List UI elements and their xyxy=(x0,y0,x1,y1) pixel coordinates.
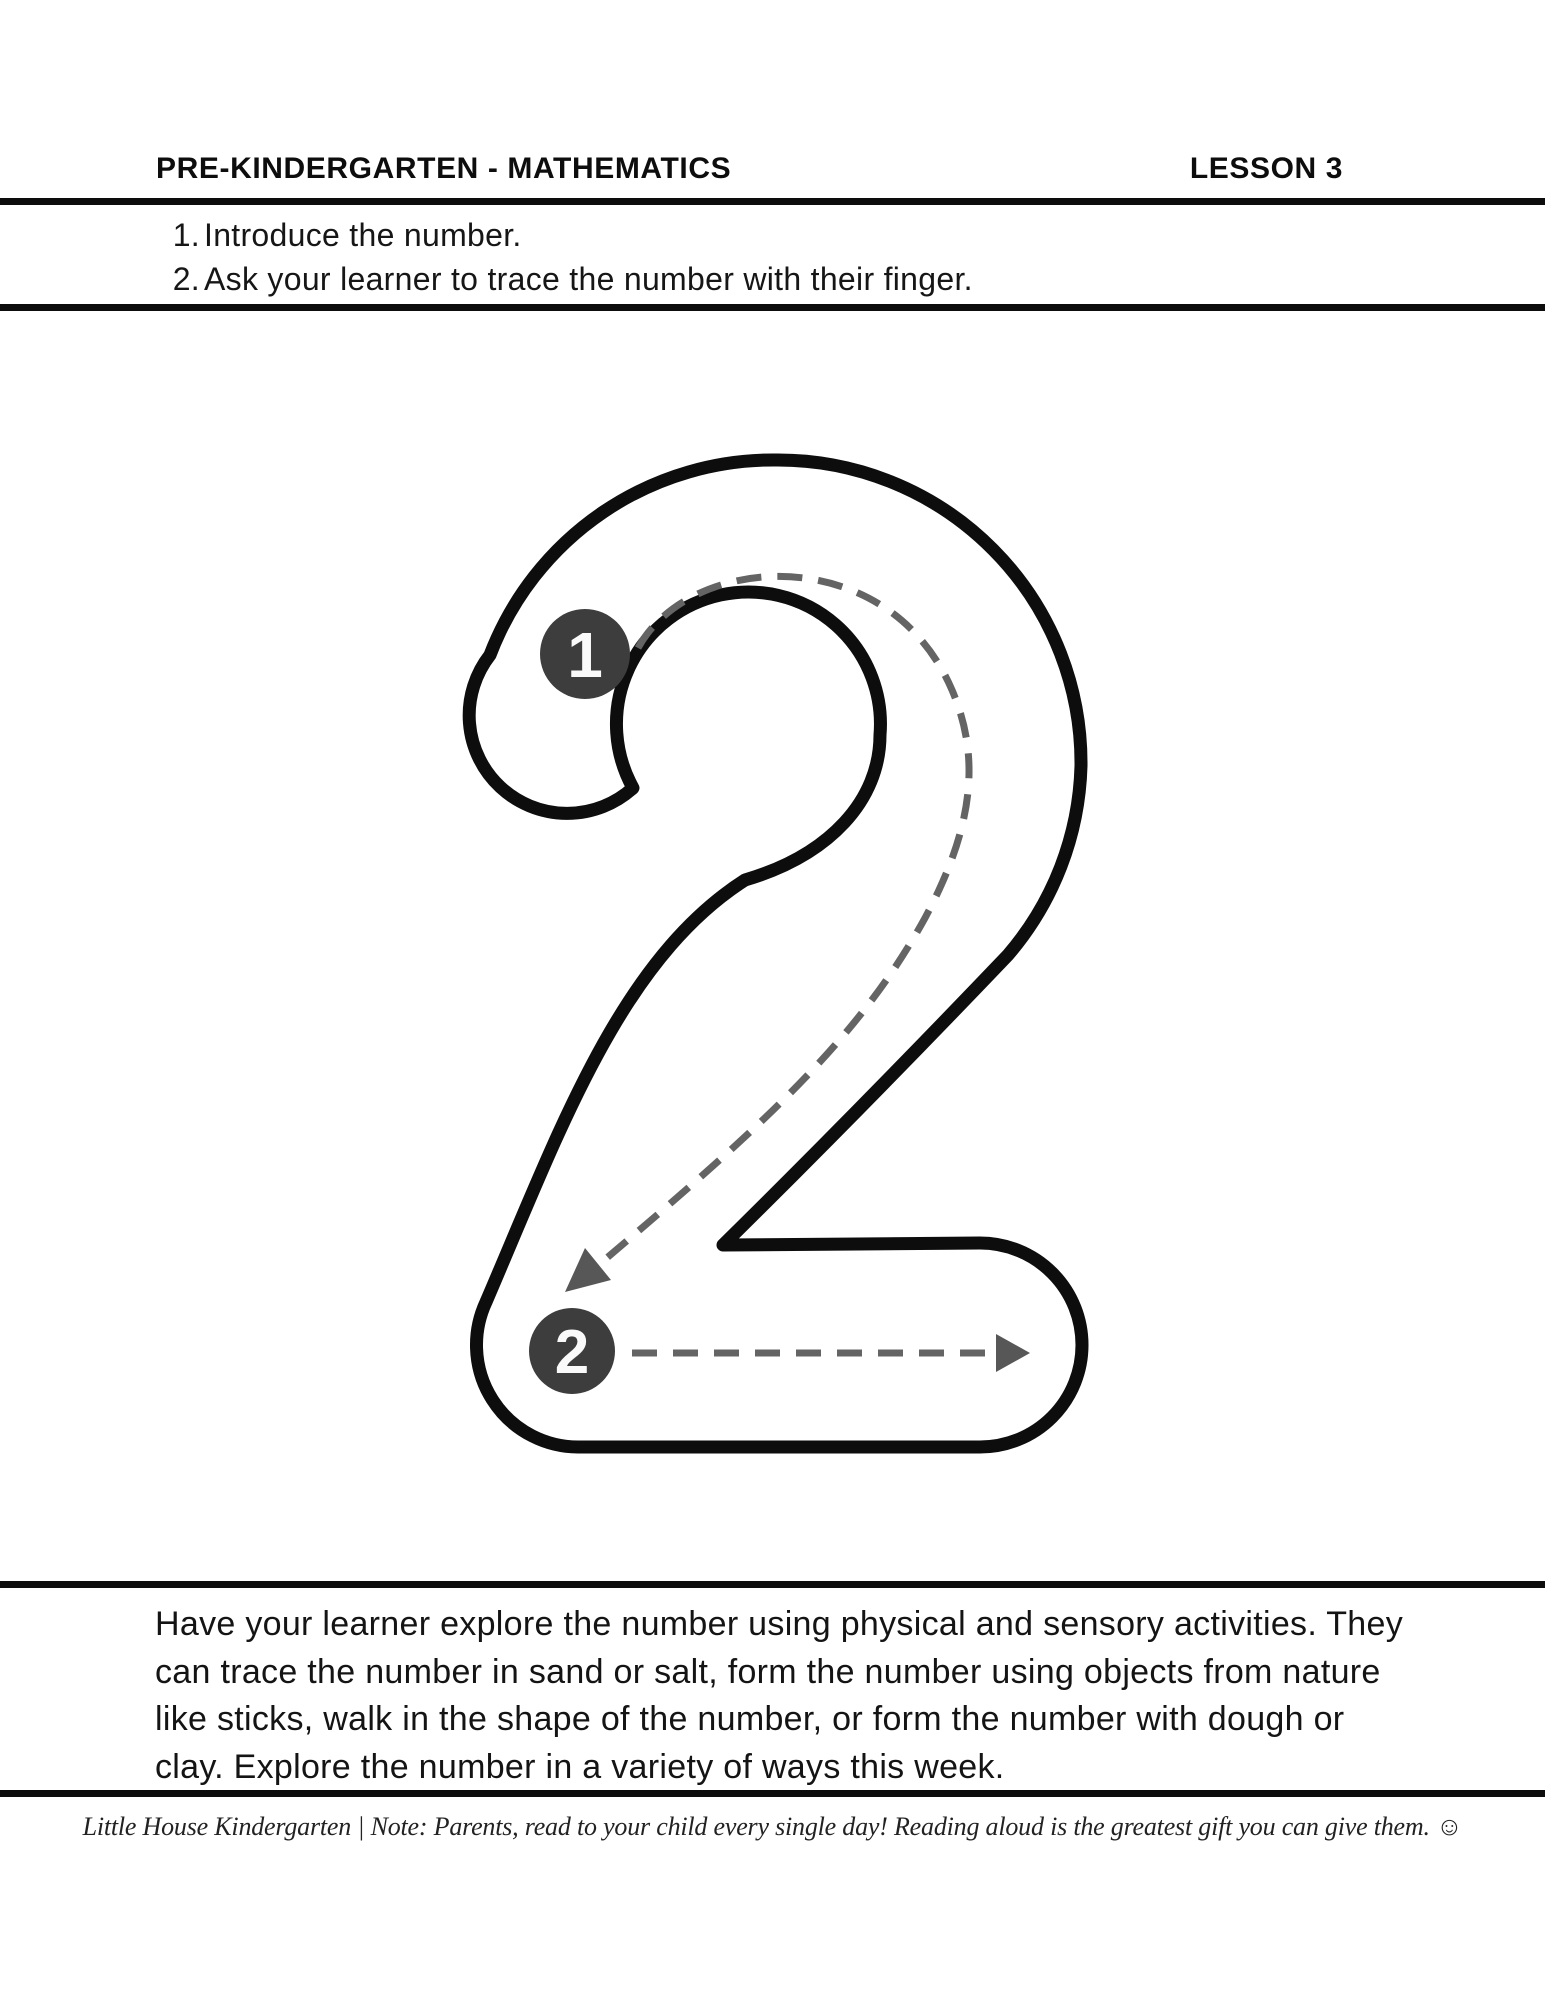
footer-note: Little House Kindergarten | Note: Parents, read to your child every single day! Reading aloud is the greatest gift you can give them. ☺ xyxy=(82,1812,1463,1841)
step-marker-1-label: 1 xyxy=(567,619,603,691)
numeral-outline xyxy=(469,460,1082,1447)
activity-line: can trace the number in sand or salt, form the number using objects from nature xyxy=(155,1652,1381,1691)
activity-paragraph xyxy=(155,1601,1425,1791)
list-item-text: Ask your learner to trace the number with their finger. xyxy=(204,261,973,297)
horizontal-rule-under-instructions xyxy=(0,304,1545,311)
horizontal-rule-above-footer xyxy=(0,1790,1545,1797)
list-item xyxy=(170,213,973,257)
horizontal-rule-top xyxy=(0,198,1545,205)
step-marker-2-label: 2 xyxy=(554,1318,590,1387)
list-item-number: 2. xyxy=(172,261,200,297)
instruction-list xyxy=(170,213,973,301)
activity-line: Have your learner explore the number using physical and sensory activities. They xyxy=(155,1605,1403,1643)
number-tracing-figure xyxy=(430,420,1130,1500)
list-item-text: Introduce the number. xyxy=(204,217,522,253)
page-header xyxy=(0,152,1545,192)
list-item-number: 1. xyxy=(172,217,200,253)
list-item xyxy=(170,257,973,301)
horizontal-rule-above-activity xyxy=(0,1581,1545,1588)
page-title: PRE-KINDERGARTEN - MATHEMATICS xyxy=(156,152,732,185)
activity-line: clay. Explore the number in a variety of ways this week. xyxy=(155,1747,1005,1786)
lesson-badge: LESSON 3 xyxy=(1189,152,1343,185)
activity-line: like sticks, walk in the shape of the number, or form the number with dough or xyxy=(155,1700,1345,1738)
